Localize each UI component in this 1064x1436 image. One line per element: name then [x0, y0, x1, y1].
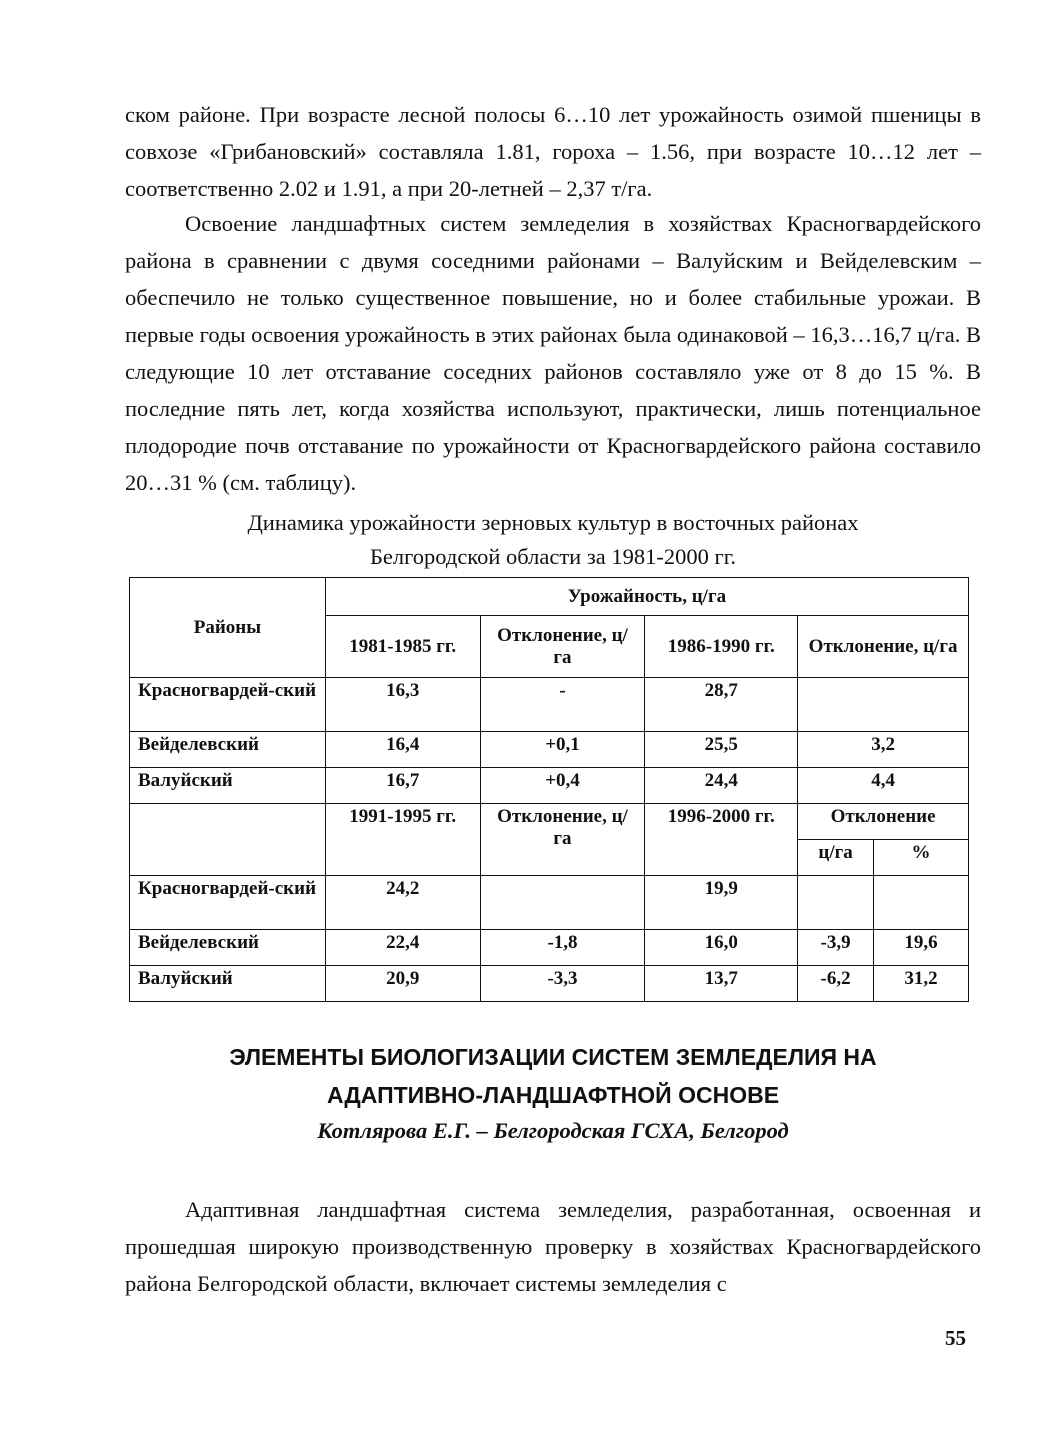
table-row: [130, 930, 969, 966]
table-caption-line-2: Белгородской области за 1981-2000 гг.: [369, 544, 737, 569]
header-deviation-1: Отклонение, ц/га: [480, 616, 645, 678]
cell-deviation: +0,1: [480, 732, 645, 768]
section-heading-line-2: АДАПТИВНО-ЛАНДШАФТНОЙ ОСНОВЕ: [326, 1082, 780, 1108]
header-yield: Урожайность, ц/га: [325, 578, 968, 616]
table-row: [130, 966, 969, 1002]
cell-value: 19,9: [645, 876, 798, 930]
cell-value: 20,9: [325, 966, 480, 1002]
paragraph-2: Освоение ландшафтных систем земледелия в хозяйствах Красногвардейского района в сравнении с двумя соседними районами – Валуйским и Вейделевским – обеспечило не только существенное повышение, но и более стабильные урожаи. В первые годы освоения урожайность в этих районах была одинаковой – 16,3…16,7 ц/га. В следующие 10 лет отставание соседних районов составляло уже от 8 до 15 %. В последние пять лет, когда хозяйства используют, практически, лишь потенциальное плодородие почв отставание по урожайности от Красногвардейского района составило 20…31 % (см. таблицу).: [125, 211, 981, 495]
header-period-3: 1991-1995 гг.: [325, 804, 480, 876]
cell-deviation: 3,2: [798, 732, 969, 768]
cell-district: Красногвардей-ский: [130, 876, 326, 930]
cell-value: 25,5: [645, 732, 798, 768]
cell-district: Вейделевский: [130, 732, 326, 768]
cell-value: 13,7: [645, 966, 798, 1002]
page-number: 55: [945, 1326, 966, 1350]
header-deviation-4: Отклонение: [798, 804, 969, 840]
cell-deviation: -3,9: [798, 930, 874, 966]
cell-deviation: [480, 876, 645, 930]
cell-district: Валуйский: [130, 768, 326, 804]
cell-value: 22,4: [325, 930, 480, 966]
paragraph-1: ском районе. При возрасте лесной полосы 6…10 лет урожайность озимой пшеницы в совхозе «Грибановский» составляла 1.81, гороха – 1.56, при возрасте 10…12 лет – соответственно 2.02 и 1.91, а при 20-летней – 2,37 т/га.: [125, 102, 981, 201]
table-row: [130, 768, 969, 804]
header-period-4: 1996-2000 гг.: [645, 804, 798, 876]
author-line: Котлярова Е.Г. – Белгородская ГСХА, Белгород: [317, 1118, 789, 1143]
cell-deviation: -6,2: [798, 966, 874, 1002]
table-row: [130, 678, 969, 732]
cell-deviation: -1,8: [480, 930, 645, 966]
section-heading-line-1: ЭЛЕМЕНТЫ БИОЛОГИЗАЦИИ СИСТЕМ ЗЕМЛЕДЕЛИЯ НА: [229, 1044, 877, 1070]
cell-deviation: [798, 876, 874, 930]
header-unit-pct: %: [874, 840, 969, 876]
cell-deviation: -: [480, 678, 645, 732]
header-deviation-3: Отклонение, ц/га: [480, 804, 645, 876]
table-caption-line-1: Динамика урожайности зерновых культур в восточных районах: [247, 510, 859, 535]
cell-value: 24,2: [325, 876, 480, 930]
cell-percent: [874, 876, 969, 930]
cell-deviation: 4,4: [798, 768, 969, 804]
cell-deviation: +0,4: [480, 768, 645, 804]
yield-table: [129, 577, 969, 1002]
cell-value: 16,3: [325, 678, 480, 732]
header-period-1: 1981-1985 гг.: [325, 616, 480, 678]
table-row: [130, 732, 969, 768]
cell-percent: 19,6: [874, 930, 969, 966]
cell-district: Валуйский: [130, 966, 326, 1002]
cell-empty: [130, 804, 326, 876]
cell-value: 24,4: [645, 768, 798, 804]
cell-deviation: [798, 678, 969, 732]
header-unit-cga: ц/га: [798, 840, 874, 876]
cell-deviation: -3,3: [480, 966, 645, 1002]
cell-district: Вейделевский: [130, 930, 326, 966]
header-districts: Районы: [130, 578, 326, 678]
cell-percent: 31,2: [874, 966, 969, 1002]
table-row: [130, 876, 969, 930]
paragraph-3: Адаптивная ландшафтная система земледелия, разработанная, освоенная и прошедшая широкую производственную проверку в хозяйствах Красногвардейского района Белгородской области, включает системы земледелия с: [125, 1197, 981, 1296]
cell-value: 28,7: [645, 678, 798, 732]
cell-value: 16,4: [325, 732, 480, 768]
cell-value: 16,0: [645, 930, 798, 966]
header-deviation-2: Отклонение, ц/га: [798, 616, 969, 678]
header-period-2: 1986-1990 гг.: [645, 616, 798, 678]
cell-value: 16,7: [325, 768, 480, 804]
cell-district: Красногвардей-ский: [130, 678, 326, 732]
